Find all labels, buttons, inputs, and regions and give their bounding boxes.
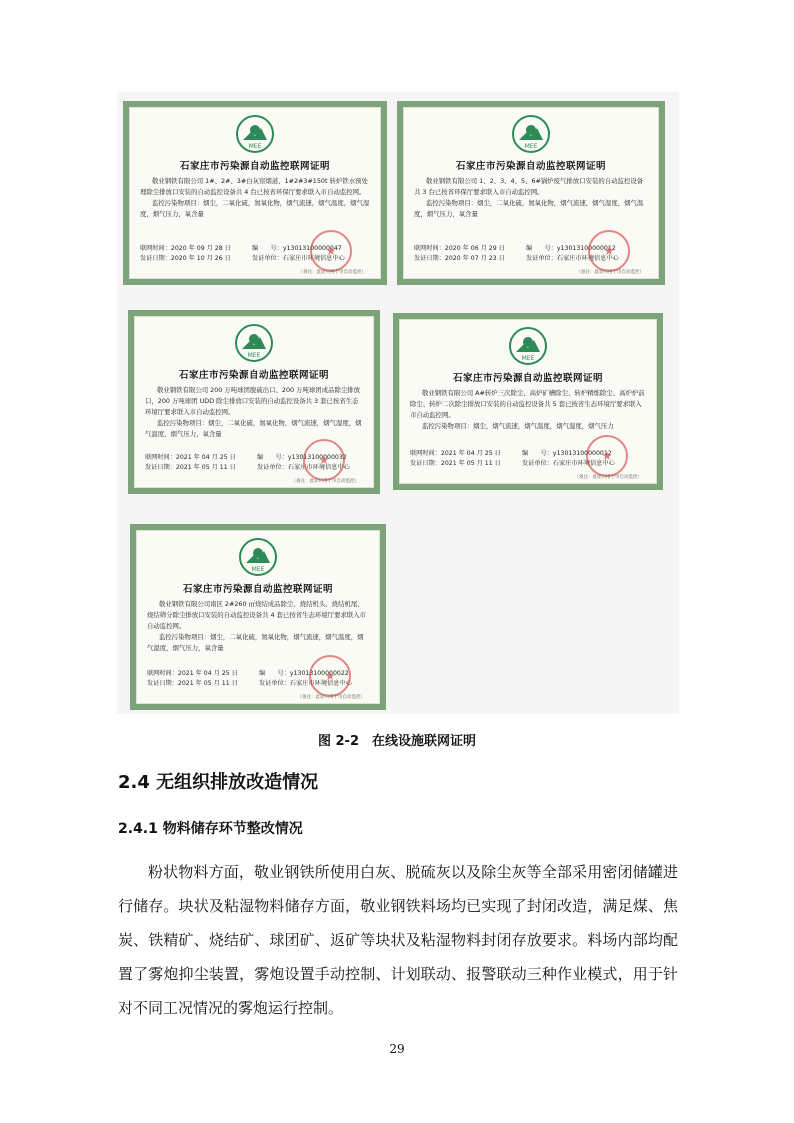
- certificate-3: [128, 310, 380, 494]
- official-seal: [310, 230, 352, 272]
- mee-logo-icon: [511, 114, 551, 154]
- mee-logo-icon: [238, 537, 278, 577]
- certificate-note: （备注：此证只用于市自动监控）: [574, 475, 642, 480]
- certificate-title: 石家庄市污染源自动监控联网证明: [455, 161, 606, 172]
- svg-text:MEE: MEE: [247, 352, 261, 359]
- certificate-body: 敬业钢铁有限公司 200 万吨球团脱硫出口、200 万吨球团成品除尘排放口，200 万吨球团 UDD 除尘排放口安装的自动监控设备共 3 套已按省生态环境厅要求联入市自动监控网。 监控污染物项目：烟尘，二氧化硫，氮氧化物，烟气流速，烟气湿度，烟气温度，烟气压力，氧含量: [145, 386, 362, 438]
- certificate-1: [123, 101, 387, 285]
- certificate-note: （备注：此证只用于市自动监控）: [298, 270, 366, 275]
- certificate-title: 石家庄市污染源自动监控联网证明: [452, 373, 603, 384]
- certificate-note: （备注：此证只用于市自动监控）: [291, 479, 359, 484]
- certificate-footer: 联网时间：2020 年 09 月 28 日 编 号：y13013100000047 发证日期：2020 年 10 月 26 日 发证单位：石家庄市环境信息中心: [140, 245, 345, 262]
- certificate-2: [397, 101, 665, 285]
- official-seal: [586, 435, 628, 477]
- mee-logo-icon: [235, 114, 275, 154]
- certificate-footer: 联网时间：2020 年 06 月 29 日 编 号：y13013100000012 发证日期：2020 年 07 月 23 日 发证单位：石家庄市环境信息中心: [414, 245, 619, 262]
- certificate-body: 敬业钢铁有限公司南区 2#260 ㎡烧结成品除尘、烧结机头、烧结机尾、烧结筛分除尘排放口安装的自动监控设备共 4 套已按省生态环境厅要求联入市自动监控网。 监控污染物项目：烟尘，二氧化硫，氮氧化物，烟气流速，烟气温度，烟气湿度，烟气压力，氧含量: [147, 600, 367, 652]
- svg-text:MEE: MEE: [524, 143, 538, 150]
- official-seal: [303, 439, 345, 481]
- svg-text:MEE: MEE: [248, 143, 262, 150]
- section-heading: 2.4 无组织排放改造情况: [118, 772, 319, 793]
- certificate-footer: 联网时间：2021 年 04 月 25 日 编 号：y13013100000022 发证日期：2021 年 05 月 11 日 发证单位：石家庄市环境信息中心: [147, 670, 352, 687]
- paragraph-text: 粉状物料方面，敬业钢铁所使用白灰、脱硫灰以及除尘灰等全部采用密闭储罐进行储存。块状及粘湿物料储存方面，敬业钢铁料场均已实现了封闭改造，满足煤、焦炭、铁精矿、烧结矿、球团矿、返矿等块状及粘湿物料封闭存放要求。料场内部均配置了雾炮抑尘装置，雾炮设置手动控制、计划联动、报警联动三种作业模式，用于针对不同工况情况的雾炮运行控制。: [118, 863, 678, 1017]
- mee-logo-icon: [508, 326, 548, 366]
- certificate-note: （备注：此证只用于市自动监控）: [576, 270, 644, 275]
- certificate-note: （备注：此证只用于市自动监控）: [297, 695, 365, 700]
- official-seal: [588, 230, 630, 272]
- mee-logo-icon: [234, 323, 274, 363]
- subsection-heading: 2.4.1 物料储存环节整改情况: [118, 821, 303, 837]
- certificate-body: 敬业钢铁有限公司 1#、2#、3#白灰窑烟道、1#2#3#150t 转炉铁水预处理除尘排放口安装的自动监控设备共 4 台已按省环保厅要求联入市自动监控网。 监控污染物项目：烟尘，二氧化硫，氮氧化物，烟气流速，烟气温度，烟气湿度，烟气压力，氧含量: [140, 177, 370, 218]
- official-seal: [309, 655, 351, 697]
- certificate-body: 敬业钢铁有限公司 A#转炉三次除尘、高炉矿槽除尘、转炉精炼除尘、高炉炉前除尘、转炉二次除尘排放口安装的自动监控设备共 5 套已按省生态环境厅要求联入市自动监控网。 监控污染物项目：烟尘，烟气流速，烟气温度，烟气湿度，烟气压力: [410, 389, 645, 430]
- svg-text:MEE: MEE: [521, 355, 535, 362]
- certificate-title: 石家庄市污染源自动监控联网证明: [178, 370, 329, 381]
- page-number: 29: [389, 1042, 405, 1056]
- certificate-body: 敬业钢铁有限公司 1、2、3、4、5、6#锅炉废气排放口安装的自动监控设备共 3 台已按省环保厅要求联入市自动监控网。 监控污染物项目：烟尘，二氧化硫，氮氧化物，烟气流速，烟气湿度，烟气温度，烟气压力，氧含量: [414, 177, 644, 218]
- certificate-5: [130, 524, 386, 710]
- certificate-4: [393, 313, 663, 490]
- figure-caption: 图 2-2 在线设施联网证明: [317, 734, 476, 749]
- certificate-title: 石家庄市污染源自动监控联网证明: [179, 161, 330, 172]
- certificate-footer: 联网时间：2021 年 04 月 25 日 编 号：y13013100000012 发证日期：2021 年 05 月 11 日 发证单位：石家庄市环境信息中心: [410, 450, 615, 467]
- certificate-title: 石家庄市污染源自动监控联网证明: [182, 584, 333, 595]
- certificate-footer: 联网时间：2021 年 04 月 25 日 编 号：y13013100000032 发证日期：2021 年 05 月 11 日 发证单位：石家庄市环境信息中心: [145, 454, 350, 471]
- body-paragraph: [118, 855, 678, 1025]
- svg-text:MEE: MEE: [251, 566, 265, 573]
